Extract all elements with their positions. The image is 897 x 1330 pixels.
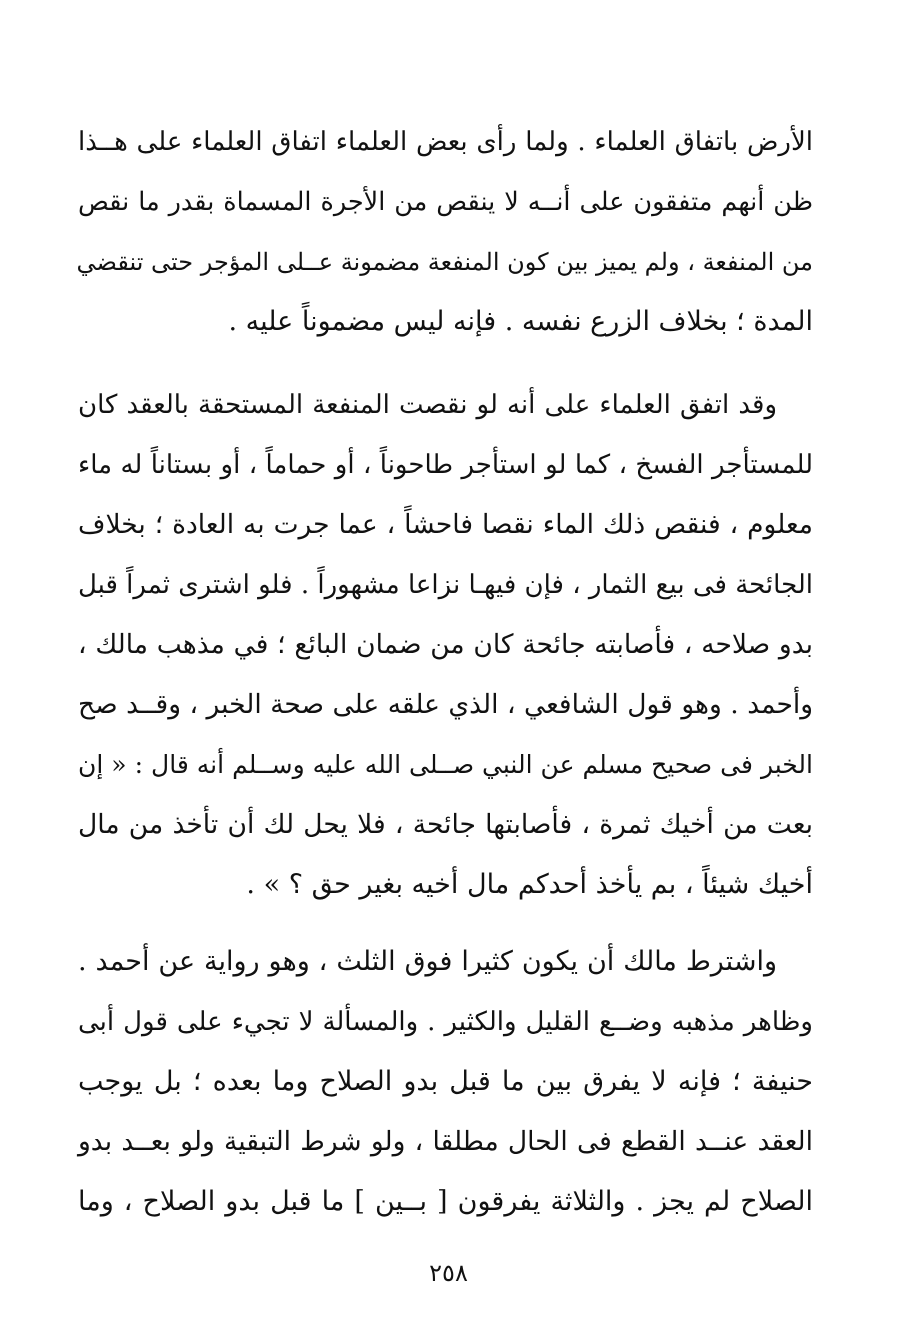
text-line: حنيفة ؛ فإنه لا يفرق بين ما قبل بدو الصلاح وما بعده ؛ بل يوجب — [78, 1066, 813, 1097]
text-line: الصلاح لم يجز . والثلاثة يفرقون [ بــين ] ما قبل بدو الصلاح ، وما — [78, 1186, 813, 1217]
text-line: أخيك شيئاً ، بم يأخذ أحدكم مال أخيه بغير حق ؟ » . — [246, 869, 813, 900]
text-line: وقد اتفق العلماء على أنه لو نقصت المنفعة المستحقة بالعقد كان — [78, 390, 777, 420]
text-line: وأحمد . وهو قول الشافعي ، الذي علقه على صحة الخبر ، وقــد صح — [78, 689, 813, 720]
text-line: للمستأجر الفسخ ، كما لو استأجر طاحوناً ، أو حماماً ، أو بستاناً له ماء — [78, 450, 813, 480]
text-line: بدو صلاحه ، فأصابته جائحة كان من ضمان البائع ؛ في مذهب مالك ، — [78, 629, 813, 660]
text-line: العقد عنــد القطع فى الحال مطلقا ، ولو شرط التبقية ولو بعــد بدو — [78, 1126, 813, 1157]
text-line: المدة ؛ بخلاف الزرع نفسه . فإنه ليس مضموناً عليه . — [228, 306, 813, 337]
text-line: الخبر فى صحيح مسلم عن النبي صــلى الله عليه وســلم أنه قال : « إن — [78, 750, 813, 779]
text-line: الجائحة فى بيع الثمار ، فإن فيهـا نزاعا مشهوراً . فلو اشترى ثمراً قبل — [77, 570, 813, 600]
page-number: ٢٥٨ — [429, 1259, 468, 1287]
paragraph-3 — [78, 932, 813, 1232]
text-line: بعت من أخيك ثمرة ، فأصابتها جائحة ، فلا يحل لك أن تأخذ من مال — [78, 809, 813, 840]
text-line: واشترط مالك أن يكون كثيرا فوق الثلث ، وهو رواية عن أحمد . — [78, 946, 777, 977]
paragraph-1 — [78, 112, 813, 352]
text-line: من المنفعة ، ولم يميز بين كون المنفعة مضمونة عــلى المؤجر حتى تنقضي — [76, 248, 813, 276]
text-line: الأرض باتفاق العلماء . ولما رأى بعض العلماء اتفاق العلماء على هــذا — [78, 127, 813, 157]
text-line: معلوم ، فنقص ذلك الماء نقصا فاحشاً ، عما جرت به العادة ؛ بخلاف — [78, 509, 813, 540]
text-line: وظاهر مذهبه وضــع القليل والكثير . والمسألة لا تجيء على قول أبى — [78, 1007, 813, 1037]
text-line: ظن أنهم متفقون على أنــه لا ينقص من الأجرة المسماة بقدر ما نقص — [78, 187, 813, 217]
paragraph-2 — [78, 375, 813, 915]
